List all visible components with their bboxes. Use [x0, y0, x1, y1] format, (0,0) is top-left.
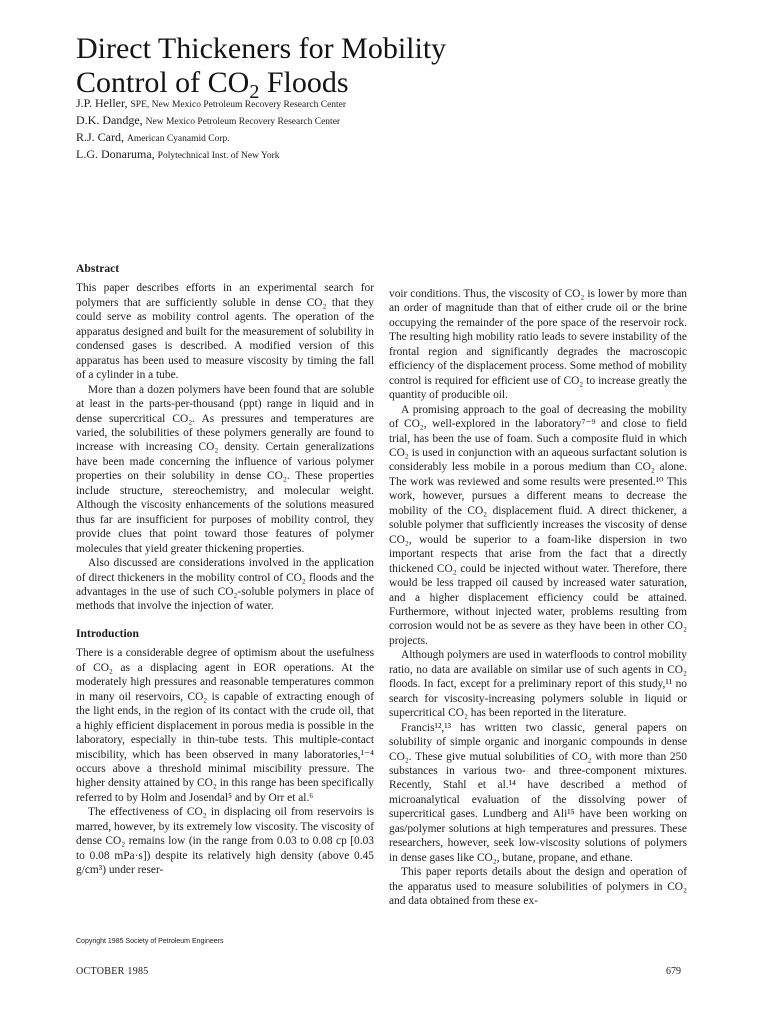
- author-entry: [76, 130, 696, 147]
- right-paragraph-4: Francis¹²,¹³ has written two classic, general papers on solubility of simple organic and inorganic compounds in dense CO₂. These give mutual solubilities of CO₂ with more than 250 substances in various two- and three-component mixtures. Recently, Stahl et al.¹⁴ have described a method of microanalytical evaluation of the dissolving power of supercritical gases. Lundberg and Ali¹⁵ have been working on gas/polymer solutions at high temperatures and pressures. These researchers, however, seek low-viscosity solutions of polymers in dense gases like CO₂, butane, propane, and ethane.: [389, 721, 687, 864]
- left-column: [76, 262, 374, 878]
- issue-date: OCTOBER 1985: [76, 966, 149, 977]
- page-number: 679: [666, 966, 681, 977]
- author-affiliation: Polytechnical Inst. of New York: [157, 151, 280, 161]
- right-paragraph-5: This paper reports details about the design and operation of the apparatus used to measure solubilities of polymers in CO₂ and data obtained from these ex-: [389, 866, 687, 908]
- abstract-heading: Abstract: [76, 262, 120, 275]
- introduction-paragraph-1: There is a considerable degree of optimism about the usefulness of CO₂ as a displacing agent in EOR operations. At the moderately high pressures and reasonable temperatures common in many oil reservoirs, CO₂ is capable of extracting enough of the light ends, in the region of its contact with the crude oil, that a highly efficient displacement in porous media is possible in the laboratory, especially in thin-tube tests. This multiple-contact miscibility, which has been observed in many laboratories,¹⁻⁴ occurs above a threshold minimal miscibility pressure. The higher density attained by CO₂ in this range has been specifically referred to by Holm and Josendal⁵ and by Orr et al.⁶: [76, 647, 374, 804]
- introduction-heading: Introduction: [76, 626, 139, 640]
- author-affiliation: American Cyanamid Corp.: [127, 134, 230, 144]
- author-name: R.J. Card,: [76, 130, 127, 144]
- author-name: L.G. Donaruma,: [76, 147, 158, 161]
- author-affiliation: SPE, New Mexico Petroleum Recovery Research Center: [130, 100, 347, 110]
- title-line-1: Direct Thickeners for Mobility: [76, 32, 447, 65]
- copyright-notice: Copyright 1985 Society of Petroleum Engineers: [76, 938, 224, 945]
- author-entry: [76, 113, 696, 130]
- author-name: D.K. Dandge,: [76, 113, 146, 127]
- title-line-2-pre: Control of CO: [76, 66, 250, 99]
- abstract-paragraph-1: This paper describes efforts in an experimental search for polymers that are sufficiently soluble in dense CO₂ that they could serve as mobility control agents. The operation of the apparatus designed and built for the measurement of solubility in condensed gases is described. A modified version of this apparatus has been used to measure viscosity by timing the fall of a cylinder in a tube.: [76, 282, 374, 382]
- author-affiliation: New Mexico Petroleum Recovery Research Center: [145, 117, 341, 127]
- right-paragraph-1: voir conditions. Thus, the viscosity of CO₂ is lower by more than an order of magnitude than that of either crude oil or the brine occupying the remainder of the pore space of the reservoir rock. The resulting high mobility ratio leads to severe instability of the frontal region and significantly degrades the macroscopic efficiency of the displacement process. Some method of mobility control is required for efficient use of CO₂ to increase greatly the quantity of producible oil.: [389, 288, 687, 402]
- right-column: [389, 287, 687, 908]
- author-list: [76, 96, 696, 164]
- right-paragraph-2: A promising approach to the goal of decreasing the mobility of CO₂, well-explored in the laboratory⁷⁻⁹ and close to field trial, has been the use of foam. Such a composite fluid in which CO₂ is used in conjunction with an aqueous surfactant solution is considerably less mobile in a porous medium than CO₂ alone. The work was reviewed and some results were presented.¹⁰ This work, however, pursues a different means to decrease the mobility of the CO₂ displacement fluid. A direct thickener, a soluble polymer that sufficiently increases the viscosity of dense CO₂, would be superior to a foam-like dispersion in two important respects that arise from the fact that a directly thickened CO₂ could be injected without water. Therefore, there would be less trapped oil caused by increased water saturation, and a higher displacement efficiency could be attained. Furthermore, without injected water, problems resulting from corrosion would not be as severe as they have been in other CO₂ projects.: [389, 403, 687, 647]
- title-subscript: 2: [249, 81, 260, 103]
- abstract-paragraph-2: More than a dozen polymers have been found that are soluble at least in the parts-per-thousand (ppt) range in liquid and in dense supercritical CO₂. As pressures and temperatures are varied, the solubilities of these polymers generally are found to increase with increasing CO₂ density. Certain generalizations have been made concerning the influence of various polymer properties on their solubility in dense CO₂. These properties include structure, stereochemistry, and molecular weight. Although the viscosity enhancements of the solutions measured thus far are insufficient for purposes of mobility control, they provide clues that point toward those features of polymer molecules that yield greater thickening properties.: [76, 383, 374, 555]
- author-entry: [76, 147, 696, 164]
- title-line-2-post: Floods: [259, 66, 349, 99]
- introduction-paragraph-2: The effectiveness of CO₂ in displacing oil from reservoirs is marred, however, by its extremely low viscosity. The viscosity of dense CO₂ remains low (in the range from 0.03 to 0.08 cp [0.03 to 0.08 mPa·s]) despite its relatively high density (above 0.45 g/cm³) under reser-: [76, 806, 374, 877]
- author-name: J.P. Heller,: [76, 96, 131, 110]
- abstract-paragraph-3: Also discussed are considerations involved in the application of direct thickeners in the mobility control of CO₂ floods and the advantages in the use of such CO₂-soluble polymers in place of methods that involve the injection of water.: [76, 557, 374, 613]
- right-paragraph-3: Although polymers are used in waterfloods to control mobility ratio, no data are available on similar use of such agents in CO₂ floods. In fact, except for a preliminary report of this study,¹¹ no search for viscosity-increasing polymers soluble in liquid or supercritical CO₂ has been reported in the literature.: [389, 649, 687, 720]
- author-entry: [76, 96, 696, 113]
